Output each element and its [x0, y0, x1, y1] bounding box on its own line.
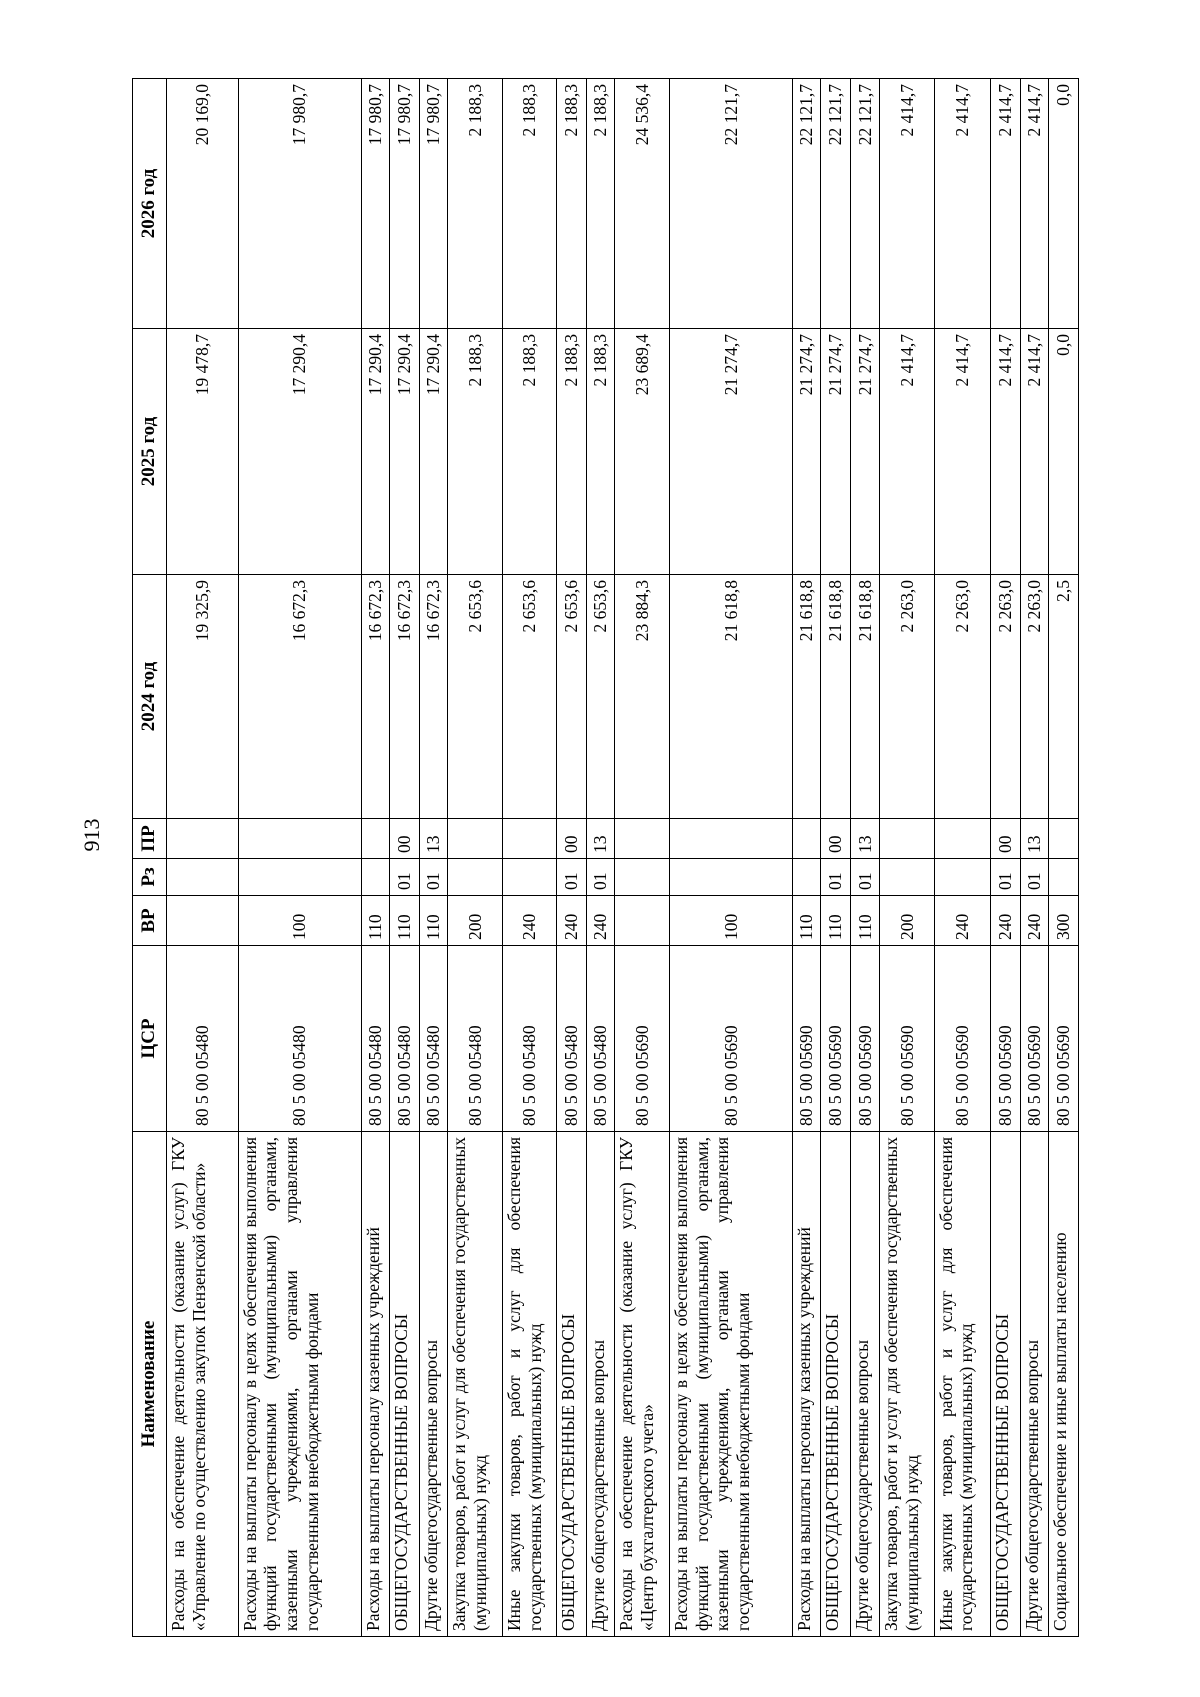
row-pr: 13: [851, 819, 880, 859]
row-rz: [793, 859, 821, 896]
row-pr: [448, 819, 503, 859]
row-vr: 240: [1020, 896, 1048, 946]
table-row: [934, 79, 990, 1637]
row-2026: 2 188,3: [503, 79, 557, 329]
table-row: [503, 79, 557, 1637]
row-2026: 2 188,3: [586, 79, 614, 329]
row-2026: 22 121,7: [670, 79, 793, 329]
row-name: Другие общегосударственные вопросы: [851, 1132, 880, 1637]
header-csr: ЦСР: [133, 946, 167, 1132]
row-vr: 200: [448, 896, 503, 946]
row-2026: 20 169,0: [167, 79, 239, 329]
row-2026: 2 414,7: [1020, 79, 1048, 329]
row-2025: 2 414,7: [879, 329, 934, 575]
row-pr: 00: [389, 819, 419, 859]
header-vr: ВР: [133, 896, 167, 946]
row-2024: 16 672,3: [361, 575, 389, 819]
row-2025: 21 274,7: [851, 329, 880, 575]
row-rz: 01: [821, 859, 851, 896]
row-2024: 16 672,3: [238, 575, 361, 819]
row-rz: [361, 859, 389, 896]
row-pr: 13: [1020, 819, 1048, 859]
row-pr: [879, 819, 934, 859]
row-csr: 80 5 00 05690: [615, 946, 670, 1132]
row-rz: 01: [586, 859, 614, 896]
row-name: Расходы на выплаты персоналу казенных учреждений: [361, 1132, 389, 1637]
row-vr: 240: [990, 896, 1020, 946]
row-2024: 2 263,0: [1020, 575, 1048, 819]
row-name: Закупка товаров, работ и услуг для обеспечения государственных (муниципальных) нужд: [448, 1132, 503, 1637]
header-name: Наименование: [133, 1132, 167, 1637]
header-2026: 2026 год: [133, 79, 167, 329]
row-pr: 00: [990, 819, 1020, 859]
row-2026: 22 121,7: [821, 79, 851, 329]
row-name: Другие общегосударственные вопросы: [419, 1132, 448, 1637]
row-csr: 80 5 00 05480: [419, 946, 448, 1132]
row-rz: [448, 859, 503, 896]
row-name: ОБЩЕГОСУДАРСТВЕННЫЕ ВОПРОСЫ: [389, 1132, 419, 1637]
row-2024: 2 653,6: [503, 575, 557, 819]
row-2025: 17 290,4: [361, 329, 389, 575]
row-2025: 23 689,4: [615, 329, 670, 575]
table-row: [448, 79, 503, 1637]
row-rz: [670, 859, 793, 896]
row-2026: 2 414,7: [990, 79, 1020, 329]
row-rz: [615, 859, 670, 896]
row-name: Расходы на обеспечение деятельности (оказание услуг) ГКУ «Центр бухгалтерского учета»: [615, 1132, 670, 1637]
row-2025: 21 274,7: [670, 329, 793, 575]
row-csr: 80 5 00 05480: [238, 946, 361, 1132]
row-rz: 01: [389, 859, 419, 896]
row-2024: 2 653,6: [448, 575, 503, 819]
row-2025: 17 290,4: [419, 329, 448, 575]
row-pr: [167, 819, 239, 859]
row-2024: 2 263,0: [934, 575, 990, 819]
table-row: [1049, 79, 1079, 1637]
row-name: ОБЩЕГОСУДАРСТВЕННЫЕ ВОПРОСЫ: [990, 1132, 1020, 1637]
row-csr: 80 5 00 05480: [586, 946, 614, 1132]
row-name: Закупка товаров, работ и услуг для обеспечения государственных (муниципальных) нужд: [879, 1132, 934, 1637]
row-name: Иные закупки товаров, работ и услуг для обеспечения государственных (муниципальных) нужд: [503, 1132, 557, 1637]
table-row: [821, 79, 851, 1637]
row-name: Социальное обеспечение и иные выплаты населению: [1049, 1132, 1079, 1637]
row-csr: 80 5 00 05480: [557, 946, 587, 1132]
row-vr: 240: [934, 896, 990, 946]
row-pr: 00: [557, 819, 587, 859]
row-2025: 21 274,7: [821, 329, 851, 575]
row-name: Расходы на выплаты персоналу в целях обеспечения выполнения функций государственными (муниципальными) органами, казенными учреждениями, органами управления государственными внебюджетными фондами: [238, 1132, 361, 1637]
row-vr: 110: [389, 896, 419, 946]
table-row: [793, 79, 821, 1637]
row-2024: 2 653,6: [586, 575, 614, 819]
table-row: [615, 79, 670, 1637]
table-row: [557, 79, 587, 1637]
table-row: [1020, 79, 1048, 1637]
row-vr: 300: [1049, 896, 1079, 946]
row-vr: 100: [670, 896, 793, 946]
row-vr: 110: [361, 896, 389, 946]
row-csr: 80 5 00 05690: [990, 946, 1020, 1132]
row-vr: [615, 896, 670, 946]
row-name: Расходы на выплаты персоналу в целях обеспечения выполнения функций государственными (муниципальными) органами, казенными учреждениями, органами управления государственными внебюджетными фондами: [670, 1132, 793, 1637]
row-vr: 110: [851, 896, 880, 946]
row-csr: 80 5 00 05480: [448, 946, 503, 1132]
table-row: [238, 79, 361, 1637]
row-pr: [361, 819, 389, 859]
row-pr: [670, 819, 793, 859]
row-vr: 240: [586, 896, 614, 946]
row-2026: 2 414,7: [934, 79, 990, 329]
row-2024: 21 618,8: [851, 575, 880, 819]
row-2025: 2 414,7: [990, 329, 1020, 575]
row-rz: [934, 859, 990, 896]
row-vr: 200: [879, 896, 934, 946]
row-2024: 19 325,9: [167, 575, 239, 819]
row-vr: 110: [793, 896, 821, 946]
row-csr: 80 5 00 05690: [1020, 946, 1048, 1132]
row-vr: 100: [238, 896, 361, 946]
row-2024: 2 263,0: [879, 575, 934, 819]
page-number: 913: [79, 818, 104, 852]
row-pr: [238, 819, 361, 859]
table-header-row: [133, 79, 167, 1637]
row-pr: [503, 819, 557, 859]
row-rz: 01: [1020, 859, 1048, 896]
row-pr: [1049, 819, 1079, 859]
table-body: [167, 79, 1079, 1637]
row-2025: 19 478,7: [167, 329, 239, 575]
row-2024: 16 672,3: [389, 575, 419, 819]
row-2026: 2 414,7: [879, 79, 934, 329]
row-name: Другие общегосударственные вопросы: [586, 1132, 614, 1637]
row-name: ОБЩЕГОСУДАРСТВЕННЫЕ ВОПРОСЫ: [821, 1132, 851, 1637]
row-2025: 2 188,3: [557, 329, 587, 575]
header-2025: 2025 год: [133, 329, 167, 575]
table-row: [586, 79, 614, 1637]
table-row: [167, 79, 239, 1637]
row-csr: 80 5 00 05480: [389, 946, 419, 1132]
row-vr: 240: [503, 896, 557, 946]
row-2025: 2 188,3: [503, 329, 557, 575]
row-2026: 0,0: [1049, 79, 1079, 329]
row-csr: 80 5 00 05690: [851, 946, 880, 1132]
row-2025: 2 414,7: [934, 329, 990, 575]
row-2026: 17 980,7: [361, 79, 389, 329]
row-vr: 240: [557, 896, 587, 946]
row-2026: 22 121,7: [793, 79, 821, 329]
row-name: Иные закупки товаров, работ и услуг для обеспечения государственных (муниципальных) нужд: [934, 1132, 990, 1637]
row-2024: 21 618,8: [793, 575, 821, 819]
row-rz: [1049, 859, 1079, 896]
table-row: [419, 79, 448, 1637]
row-rz: [167, 859, 239, 896]
row-name: Расходы на обеспечение деятельности (оказание услуг) ГКУ «Управление по осуществлению закупок Пензенской области»: [167, 1132, 239, 1637]
row-pr: 00: [821, 819, 851, 859]
row-csr: 80 5 00 05480: [361, 946, 389, 1132]
row-pr: [615, 819, 670, 859]
table-row: [361, 79, 389, 1637]
row-csr: 80 5 00 05690: [934, 946, 990, 1132]
row-2026: 22 121,7: [851, 79, 880, 329]
row-2025: 2 188,3: [586, 329, 614, 575]
row-2026: 2 188,3: [557, 79, 587, 329]
row-rz: 01: [557, 859, 587, 896]
row-2026: 24 536,4: [615, 79, 670, 329]
row-2024: 23 884,3: [615, 575, 670, 819]
row-2026: 2 188,3: [448, 79, 503, 329]
row-vr: 110: [419, 896, 448, 946]
row-rz: 01: [851, 859, 880, 896]
row-rz: 01: [990, 859, 1020, 896]
budget-table-container: [132, 79, 1079, 1637]
header-rz: Рз: [133, 859, 167, 896]
row-2026: 17 980,7: [238, 79, 361, 329]
row-rz: 01: [419, 859, 448, 896]
row-csr: 80 5 00 05480: [167, 946, 239, 1132]
row-2024: 2 653,6: [557, 575, 587, 819]
budget-table: [132, 78, 1079, 1637]
table-row: [851, 79, 880, 1637]
row-2026: 17 980,7: [389, 79, 419, 329]
row-2026: 17 980,7: [419, 79, 448, 329]
row-2025: 0,0: [1049, 329, 1079, 575]
row-name: Расходы на выплаты персоналу казенных учреждений: [793, 1132, 821, 1637]
row-pr: 13: [419, 819, 448, 859]
row-vr: [167, 896, 239, 946]
row-2024: 21 618,8: [821, 575, 851, 819]
table-row: [670, 79, 793, 1637]
row-2024: 2 263,0: [990, 575, 1020, 819]
row-2025: 17 290,4: [238, 329, 361, 575]
row-2025: 2 414,7: [1020, 329, 1048, 575]
row-2025: 17 290,4: [389, 329, 419, 575]
row-name: ОБЩЕГОСУДАРСТВЕННЫЕ ВОПРОСЫ: [557, 1132, 587, 1637]
row-2025: 2 188,3: [448, 329, 503, 575]
row-vr: 110: [821, 896, 851, 946]
row-name: Другие общегосударственные вопросы: [1020, 1132, 1048, 1637]
row-csr: 80 5 00 05480: [503, 946, 557, 1132]
table-row: [990, 79, 1020, 1637]
row-csr: 80 5 00 05690: [793, 946, 821, 1132]
row-pr: [934, 819, 990, 859]
row-2025: 21 274,7: [793, 329, 821, 575]
row-rz: [503, 859, 557, 896]
row-2024: 21 618,8: [670, 575, 793, 819]
row-csr: 80 5 00 05690: [1049, 946, 1079, 1132]
row-rz: [238, 859, 361, 896]
row-2024: 16 672,3: [419, 575, 448, 819]
header-pr: ПР: [133, 819, 167, 859]
row-csr: 80 5 00 05690: [821, 946, 851, 1132]
table-row: [879, 79, 934, 1637]
row-csr: 80 5 00 05690: [879, 946, 934, 1132]
row-pr: [793, 819, 821, 859]
row-csr: 80 5 00 05690: [670, 946, 793, 1132]
row-pr: 13: [586, 819, 614, 859]
table-row: [389, 79, 419, 1637]
row-2024: 2,5: [1049, 575, 1079, 819]
row-rz: [879, 859, 934, 896]
header-2024: 2024 год: [133, 575, 167, 819]
